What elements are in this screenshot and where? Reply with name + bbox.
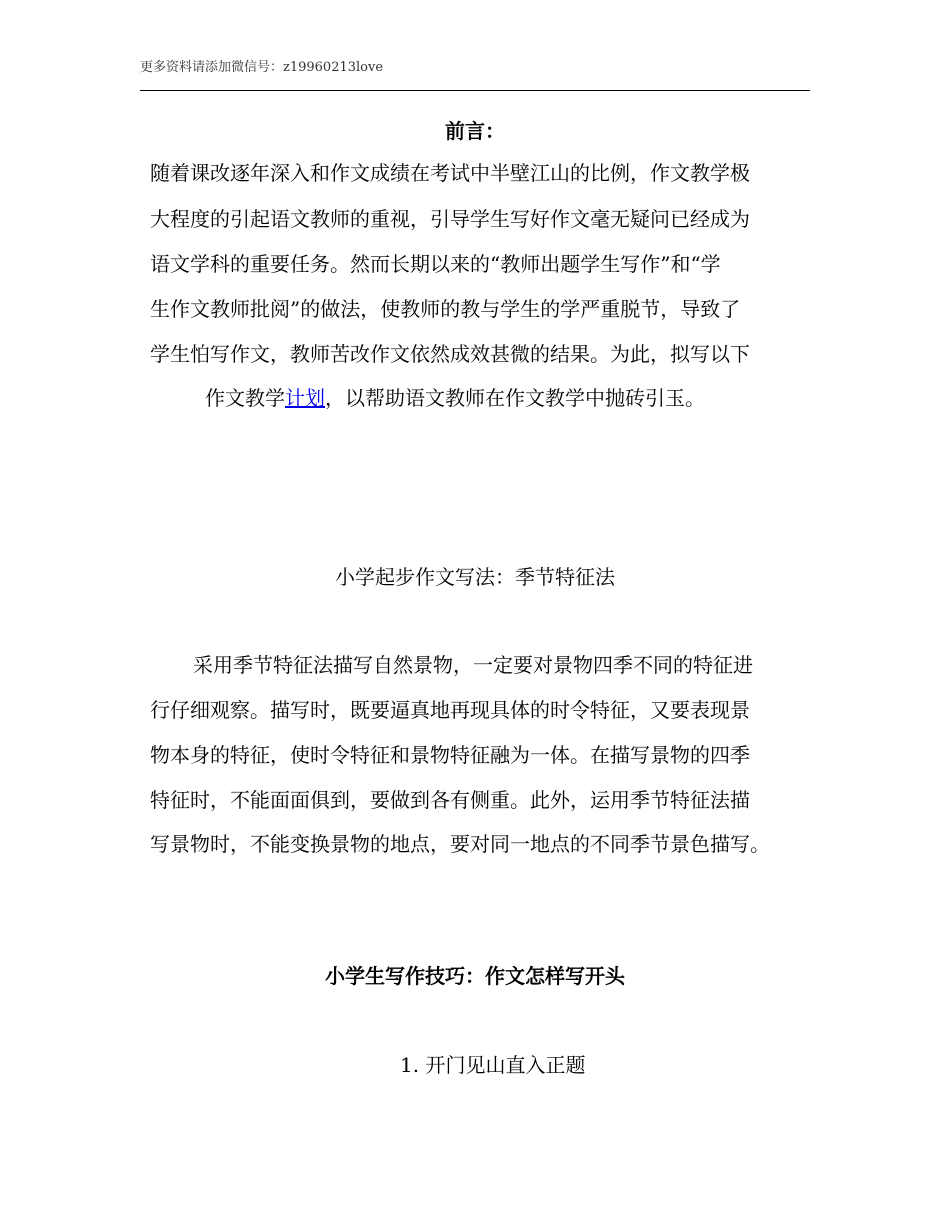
section2-item-1: 1. 开门见山直入正题 [400,1053,586,1077]
section1-line-5: 写景物时，不能变换景物的地点，要对同一地点的不同季节景色描写。 [150,832,770,856]
plan-link[interactable]: 计划 [285,386,325,410]
preface-line-3: 语文学科的重要任务。然而长期以来的“教师出题学生写作”和“学 [150,252,721,276]
preface-line-4: 生作文教师批阅”的做法，使教师的教与学生的学严重脱节，导致了 [150,297,741,321]
section1-line-1: 采用季节特征法描写自然景物，一定要对景物四季不同的特征进 [193,653,753,677]
section1-title: 小学起步作文写法：季节特征法 [335,565,615,589]
section2-title: 小学生写作技巧：作文怎样写开头 [325,964,625,988]
preface-line-2: 大程度的引起语文教师的重视，引导学生写好作文毫无疑问已经成为 [150,207,750,231]
section1-line-2: 行仔细观察。描写时，既要逼真地再现具体的时令特征，又要表现景 [150,698,750,722]
header-rule [140,90,810,91]
preface-line-6 [205,382,705,411]
preface-line-6-after: ，以帮助语文教师在作文教学中抛砖引玉。 [325,386,705,410]
preface-line-5: 学生怕写作文，教师苦改作文依然成效甚微的结果。为此，拟写以下 [150,342,750,366]
header-note: 更多资料请添加微信号：z19960213love [140,60,384,75]
preface-title: 前言： [445,119,505,143]
section1-line-4: 特征时，不能面面俱到，要做到各有侧重。此外，运用季节特征法描 [150,788,750,812]
preface-line-6-before: 作文教学 [205,386,285,410]
section1-line-3: 物本身的特征，使时令特征和景物特征融为一体。在描写景物的四季 [150,743,750,767]
preface-line-1: 随着课改逐年深入和作文成绩在考试中半壁江山的比例，作文教学极 [150,161,750,185]
